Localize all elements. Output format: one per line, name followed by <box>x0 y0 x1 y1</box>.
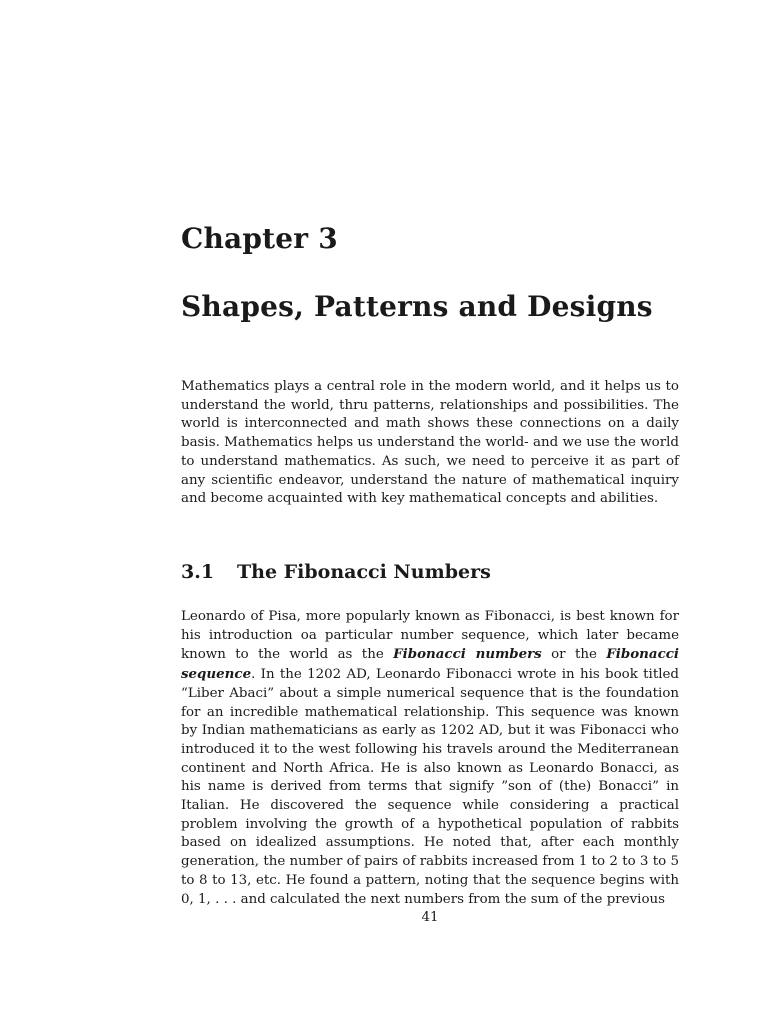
document-page <box>181 0 679 1024</box>
paragraph-text-part3: . In the 1202 AD, Leonardo Fibonacci wrote in his book titled “Liber Abaci” about a simple numerical sequence that is the foundation for an incredible mathematical relationship. This sequence was known by Indian mathematicians as early as 1202 AD, but it was Fibonacci who introduced it to the west following his travels around the Mediterranean continent and North Africa. He is also known as Leonardo Bonacci, as his name is derived from terms that signify ”son of (the) Bonacci” in Italian. He discovered the sequence while considering a practical problem involving the growth of a hypothetical population of rabbits based on idealized assumptions. He noted that, after each monthly generation, the number of pairs of rabbits increased from 1 to 2 to 3 to 5 to 8 to 13, etc. He found a pattern, noting that the sequence begins with 0, 1, . . . and calculated the next numbers from the sum of the previous <box>181 667 679 907</box>
fibonacci-paragraph <box>181 608 679 909</box>
term-fibonacci-numbers: Fibonacci numbers <box>393 646 542 663</box>
paragraph-text-part1: Leonardo of Pisa, more popularly known as Fibonacci, is best known for his introduction oa particular number sequence, which later became known to the world as the <box>181 609 679 663</box>
section-title: The Fibonacci Numbers <box>237 561 491 583</box>
page-number: 41 <box>421 910 439 925</box>
chapter-title: Shapes, Patterns and Designs <box>181 290 653 323</box>
chapter-label: Chapter 3 <box>181 222 338 255</box>
section-number: 3.1 <box>181 561 215 583</box>
term-fibonacci-sequence: Fibonacci sequence <box>181 646 679 683</box>
section-heading <box>181 561 491 583</box>
paragraph-text-part2: or the <box>541 647 607 663</box>
intro-paragraph: Mathematics plays a central role in the modern world, and it helps us to understand the world, thru patterns, relationships and possibilities. The world is interconnected and math shows these connections on a daily basis. Mathematics helps us understand the world- and we use the world to understand mathematics. As such, we need to perceive it as part of any scientific endeavor, understand the nature of mathematical inquiry and become acquainted with key mathematical concepts and abilities. <box>181 379 679 507</box>
